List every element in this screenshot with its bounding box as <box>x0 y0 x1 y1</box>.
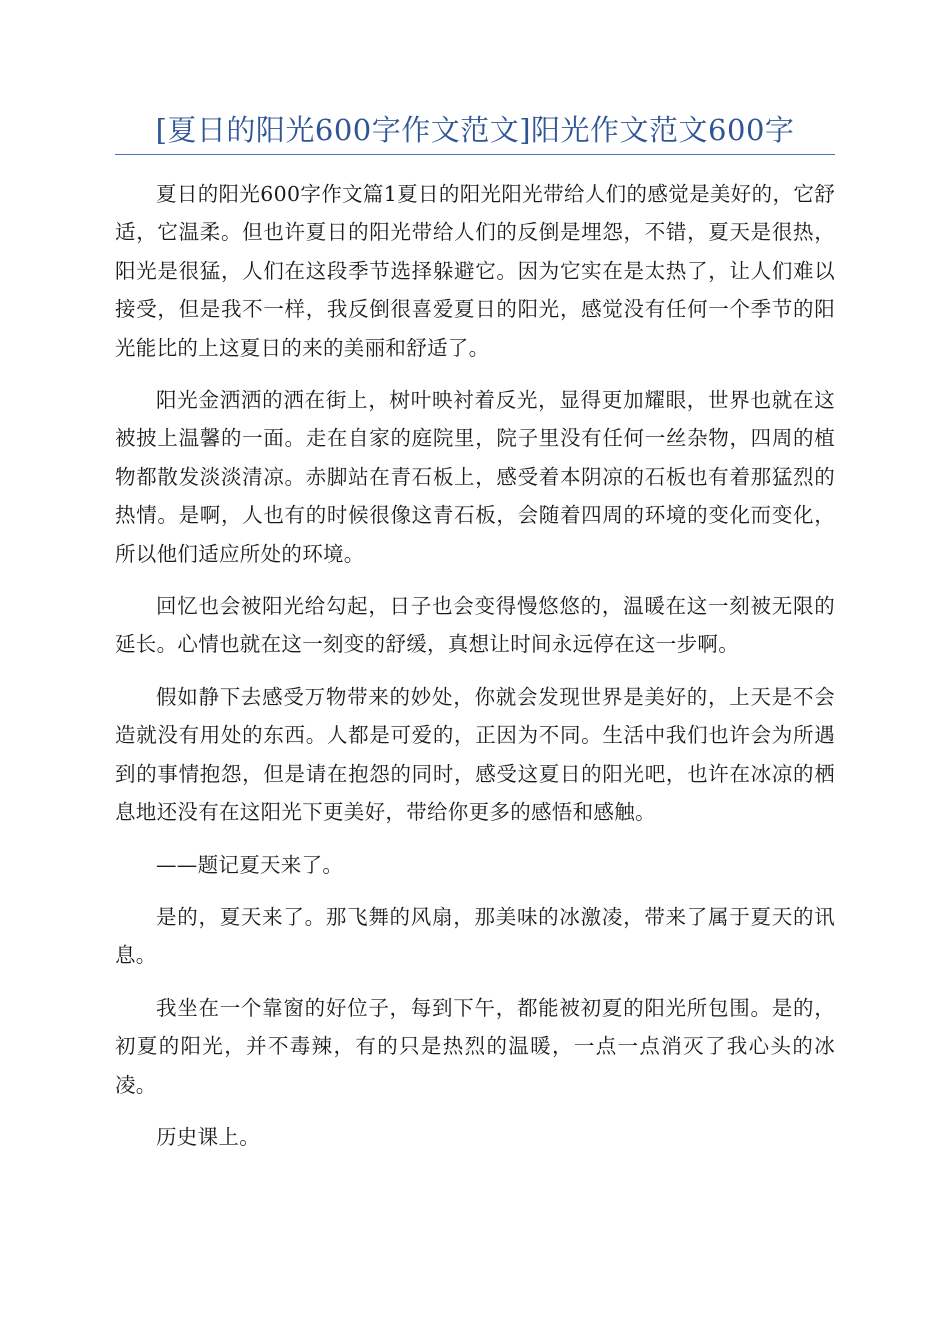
paragraph-3: 回忆也会被阳光给勾起，日子也会变得慢悠悠的，温暖在这一刻被无限的延长。心情也就在这一刻变的舒缓，真想让时间永远停在这一步啊。 <box>115 594 835 657</box>
paragraph-1: 夏日的阳光600字作文篇1夏日的阳光阳光带给人们的感觉是美好的，它舒适，它温柔。但也许夏日的阳光带给人们的反倒是埋怨，不错，夏天是很热，阳光是很猛，人们在这段季节选择躲避它。因为它实在是太热了，让人们难以接受，但是我不一样，我反倒很喜爱夏日的阳光，感觉没有任何一个季节的阳光能比的上这夏日的来的美丽和舒适了。 <box>115 182 835 360</box>
paragraph-8: 历史课上。 <box>156 1124 260 1149</box>
document-body <box>115 175 835 1170</box>
paragraph-6: 是的，夏天来了。那飞舞的风扇，那美味的冰激凌，带来了属于夏天的讯息。 <box>115 904 835 968</box>
paragraph-2: 阳光金洒洒的洒在街上，树叶映衬着反光，显得更加耀眼，世界也就在这被披上温馨的一面。走在自家的庭院里，院子里没有任何一丝杂物，四周的植物都散发淡淡清凉。赤脚站在青石板上，感受着本阴凉的石板也有着那猛烈的热情。是啊，人也有的时候很像这青石板，会随着四周的环境的变化而变化，所以他们适应所处的环境。 <box>115 388 835 566</box>
document-title: [夏日的阳光600字作文范文]阳光作文范文600字 <box>155 113 795 147</box>
paragraph-7: 我坐在一个靠窗的好位子，每到下午，都能被初夏的阳光所包围。是的，初夏的阳光，并不毒辣，有的只是热烈的温暖，一点一点消灭了我心头的冰凌。 <box>115 995 835 1097</box>
paragraph-4: 假如静下去感受万物带来的妙处，你就会发现世界是美好的，上天是不会造就没有用处的东西。人都是可爱的，正因为不同。生活中我们也许会为所遇到的事情抱怨，但是请在抱怨的同时，感受这夏日的阳光吧，也许在冰凉的栖息地还没有在这阳光下更美好，带给你更多的感悟和感触。 <box>115 684 835 825</box>
title-underline <box>115 154 835 155</box>
paragraph-5: ——题记夏天来了。 <box>156 852 344 877</box>
